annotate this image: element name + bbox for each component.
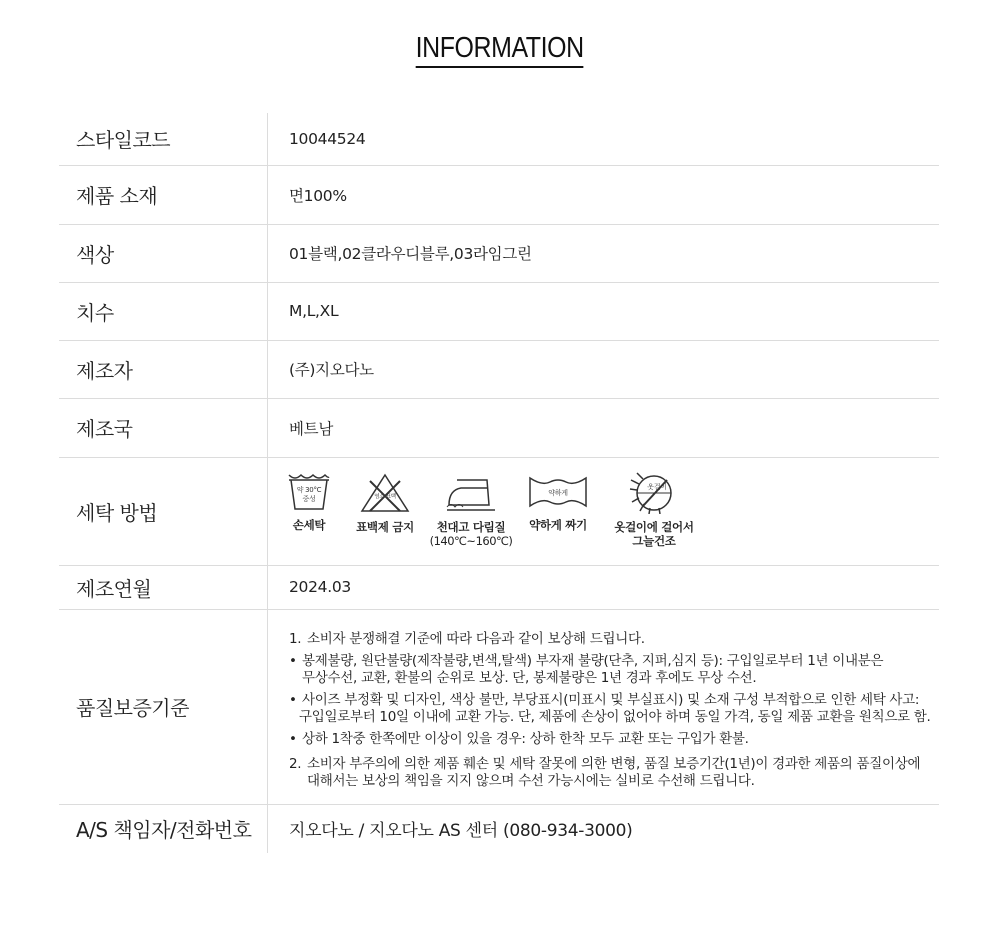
date-label: 제조연월 <box>59 565 268 609</box>
quality-item-1-text: 소비자 분쟁해결 기준에 따라 다음과 같이 보상해 드립니다. <box>307 630 645 647</box>
quality-bullet-2 <box>289 692 939 726</box>
row-wash <box>59 457 939 565</box>
product-info-table <box>59 113 939 853</box>
hand-wash-caption: 손세탁 <box>292 517 326 532</box>
quality-value <box>268 609 940 804</box>
quality-bullet-3 <box>289 731 939 748</box>
iron-caption: 천대고 다림질 <box>436 519 506 534</box>
row-country <box>59 398 939 457</box>
quality-text <box>289 610 939 804</box>
iron-temperature: (140℃~160℃) <box>429 533 513 548</box>
size-label: 치수 <box>59 282 268 340</box>
quality-bullet-3-text: 상하 1착중 한쪽에만 이상이 있을 경우: 상하 한착 모두 교환 또는 구입가 환불. <box>302 730 749 747</box>
quality-item-2-line-1: 소비자 부주의에 의한 제품 훼손 및 세탁 잘못에 의한 변형, 품질 보증기간(1년)이 경과한 제품의 품질이상에 <box>307 755 921 772</box>
quality-bullet-2-line-1: 사이즈 부정확 및 디자인, 색상 불만, 부당표시(미표시 및 부실표시) 및 소재 구성 부적합으로 인한 세탁 사고: <box>302 691 920 708</box>
care-icons <box>268 458 939 565</box>
quality-item-2 <box>289 756 939 790</box>
hang-dry-inner: 옷걸이 <box>647 482 667 491</box>
no-bleach-caption: 표백제 금지 <box>356 519 414 534</box>
quality-bullet-2-text <box>299 691 931 726</box>
country-label: 제조국 <box>59 398 268 457</box>
material-label: 제품 소재 <box>59 165 268 224</box>
material-value: 면100% <box>268 165 940 224</box>
hang-dry-shade-icon <box>629 472 679 514</box>
hang-dry-caption: 옷걸이에 걸어서 <box>614 519 694 534</box>
quality-item-2-line-2: 대해서는 보상의 책임을 지지 않으며 수선 가능시에는 실비로 수선해 드립니다. <box>307 772 755 789</box>
page-title: INFORMATION <box>416 30 584 68</box>
quality-bullet-1-line-1: 봉제불량, 원단불량(제작불량,변색,탈색) 부자재 불량(단추, 지퍼,심지 등): 구입일로부터 1년 이내분은 <box>302 652 884 669</box>
quality-bullet-1-mark: • <box>289 652 297 669</box>
quality-item-2-number: 2. <box>289 755 302 772</box>
row-date <box>59 565 939 609</box>
quality-bullet-1-text <box>302 653 883 687</box>
row-as <box>59 804 939 853</box>
wring-caption: 약하게 짜기 <box>529 517 587 532</box>
quality-bullet-2-mark: • <box>289 691 297 708</box>
quality-item-1-number: 1. <box>289 630 302 647</box>
quality-bullet-2-line-2: 구입일로부터 10일 이내에 교환 가능. 단, 제품에 손상이 없어야 하며 동일 가격, 동일 제품 교환을 원칙으로 함. <box>299 708 931 725</box>
row-quality <box>59 609 939 804</box>
quality-bullet-1 <box>289 653 939 687</box>
as-value: 지오다노 / 지오다노 AS 센터 (080-934-3000) <box>289 821 633 842</box>
no-bleach-inner: 염소 표백 <box>374 493 396 500</box>
care-item-hand-wash <box>268 472 350 532</box>
care-item-no-bleach <box>344 472 426 534</box>
hang-dry-sub: 그늘건조 <box>632 533 676 548</box>
style-code-value: 10044524 <box>268 113 940 165</box>
care-item-wring <box>516 472 600 532</box>
maker-label: 제조자 <box>59 340 268 398</box>
row-style-code <box>59 113 939 165</box>
hand-wash-detergent: 중성 <box>302 494 316 503</box>
style-code-label: 스타일코드 <box>59 113 268 165</box>
quality-label: 품질보증기준 <box>59 609 268 804</box>
hand-wash-icon <box>285 472 333 512</box>
wring-inner: 약하게 <box>548 488 568 497</box>
color-value: 01블랙,02클라우디블루,03라임그린 <box>268 224 940 282</box>
country-value: 베트남 <box>268 398 940 457</box>
page-title-wrap <box>0 30 1000 68</box>
quality-item-1 <box>289 631 939 648</box>
care-item-iron <box>426 472 516 548</box>
quality-item-2-text <box>307 756 920 790</box>
quality-bullet-3-mark: • <box>289 730 297 747</box>
wash-label: 세탁 방법 <box>59 457 268 565</box>
date-value: 2024.03 <box>268 565 940 609</box>
color-label: 색상 <box>59 224 268 282</box>
hand-wash-temp: 약 30°C <box>296 485 322 494</box>
row-color <box>59 224 939 282</box>
maker-value: (주)지오다노 <box>268 340 940 398</box>
gentle-wring-icon <box>528 472 588 512</box>
no-bleach-icon <box>359 472 411 514</box>
row-maker <box>59 340 939 398</box>
iron-with-cloth-icon <box>445 472 497 514</box>
size-value: M,L,XL <box>268 282 940 340</box>
wash-value <box>268 457 940 565</box>
quality-bullet-1-line-2: 무상수선, 교환, 환불의 순위로 보상. 단, 봉제불량은 1년 경과 후에도 무상 수선. <box>302 669 757 686</box>
care-item-hang-dry <box>598 472 710 548</box>
as-label: A/S 책임자/전화번호 <box>59 804 268 853</box>
row-material <box>59 165 939 224</box>
row-size <box>59 282 939 340</box>
